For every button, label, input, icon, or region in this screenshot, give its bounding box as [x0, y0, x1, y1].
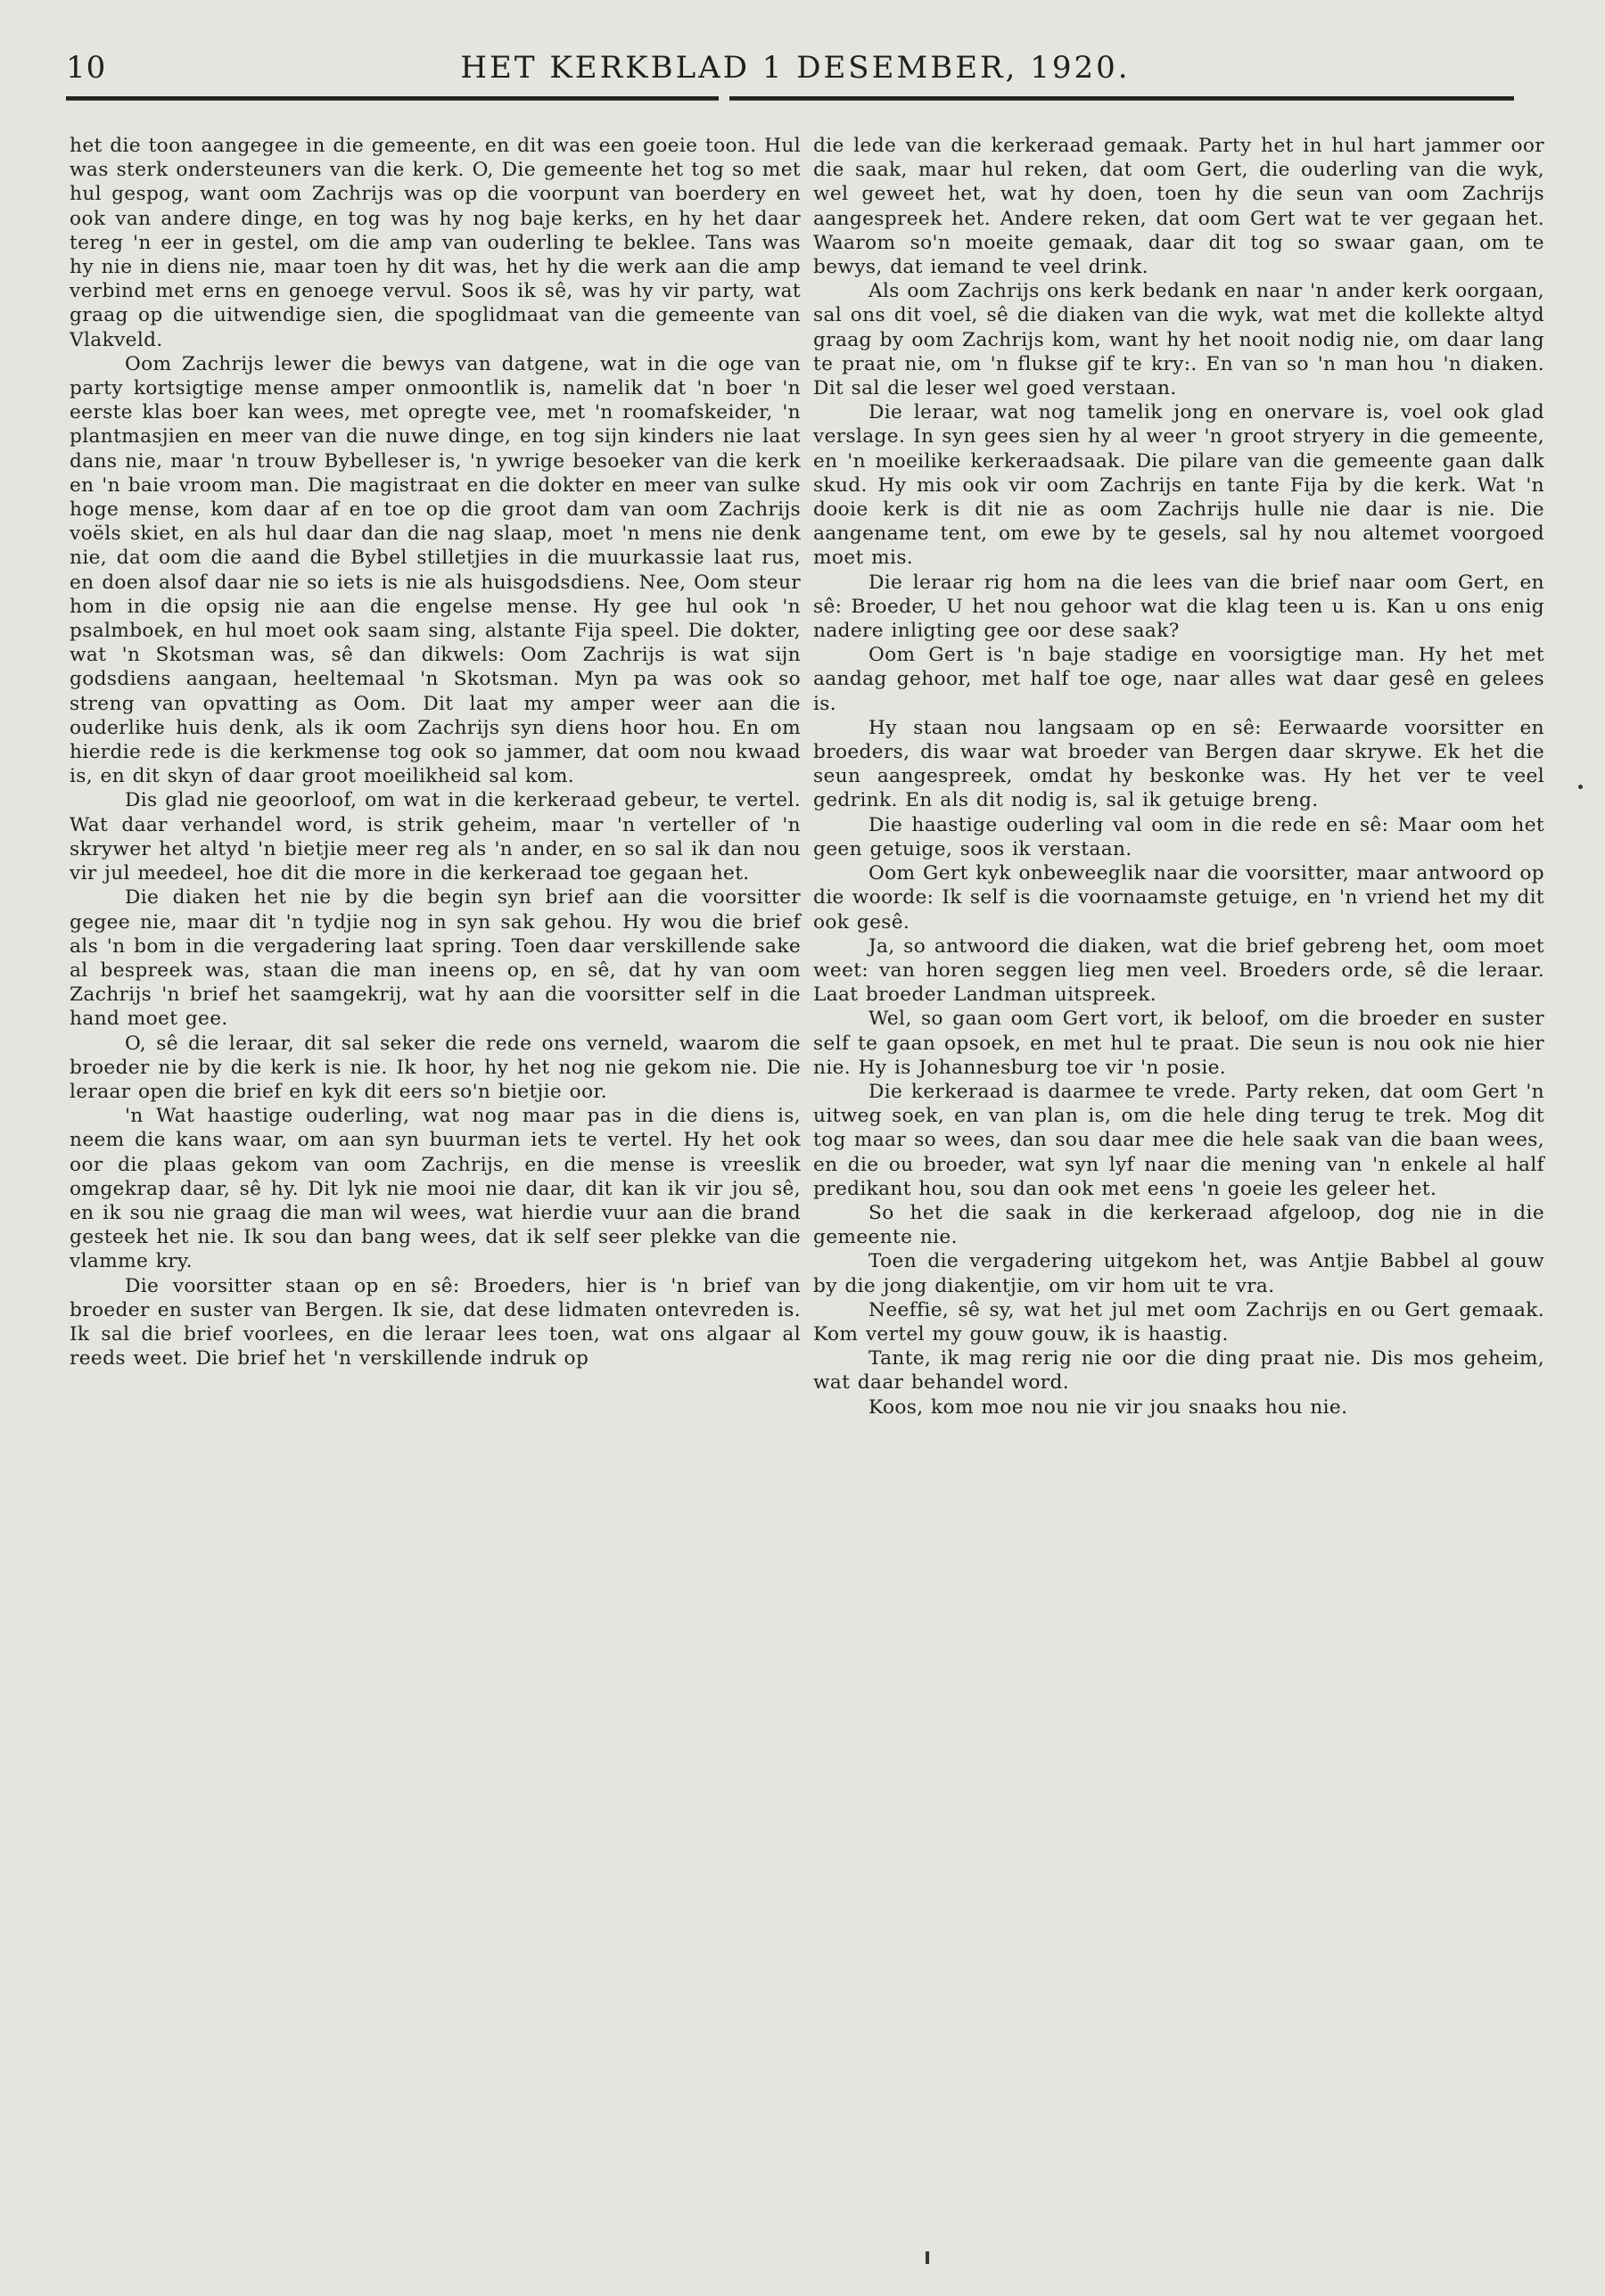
paragraph: die lede van die kerkeraad gemaak. Party het in hul hart jammer oor die saak, maar hul reken, dat oom Gert, die ouderling van die wyk, wel geweet het, wat hy doen, toen hy die seun van oom Zachrijs aangespreek het. Andere reken, dat oom Gert wat te ver gegaan het. Waarom so'n moeite gemaak, daar dit tog so swaar gaan, om te bewys, dat iemand te veel drink.: [813, 135, 1544, 279]
paragraph: Hy staan nou langsaam op en sê: Eerwaarde voorsitter en broeders, dis waar wat broeder van Bergen daar skrywe. Ek het die seun aangespreek, omdat hy beskonke was. Hy het ver te veel gedrink. En als dit nodig is, sal ik getuige breng.: [813, 716, 1544, 812]
header-rule-right: [729, 96, 1514, 101]
paragraph: Oom Gert is 'n baje stadige en voorsigtige man. Hy het met aandag gehoor, met half toe oge, naar alles wat daar gesê en gelees is.: [813, 644, 1544, 715]
paragraph: Dis glad nie geoorloof, om wat in die kerkeraad gebeur, te vertel. Wat daar verhandel word, is strik geheim, maar 'n verteller of 'n skrywer het altyd 'n bietjie meer reg als 'n ander, en so sal ik dan nou vir jul meedeel, hoe dit die more in die kerkeraad toe gegaan het.: [70, 789, 801, 885]
margin-mark: [1578, 785, 1583, 789]
paragraph: Ja, so antwoord die diaken, wat die brief gebreng het, oom moet weet: van horen seggen lieg men veel. Broeders orde, sê die leraar. Laat broeder Landman uitspreek.: [813, 934, 1544, 1007]
paragraph: Die voorsitter staan op en sê: Broeders, hier is 'n brief van broeder en suster van Bergen. Ik sie, dat dese lidmaten ontevreden is. Ik sal die brief voorlees, en die leraar lees toen, wat ons algaar al reeds weet. Die brief het 'n verskillende indruk op: [70, 1274, 801, 1370]
paragraph: Die leraar, wat nog tamelik jong en onervare is, voel ook glad verslage. In syn gees sien hy al weer 'n groot stryery in die gemeente, en 'n moeilike kerkeraadsaak. Die pilare van die gemeente gaan dalk skud. Hy mis ook vir oom Zachrijs en tante Fija by die kerk. Wat 'n dooie kerk is dit nie as oom Zachrijs hulle nie daar is nie. Die aangename tent, om ewe by te gesels, sal hy nou altemet voorgoed moet mis.: [813, 401, 1544, 570]
paragraph: Die leraar rig hom na die lees van die brief naar oom Gert, en sê: Broeder, U het nou gehoor wat die klag teen u is. Kan u ons enig nadere inligting gee oor dese saak?: [813, 571, 1544, 643]
paragraph: Als oom Zachrijs ons kerk bedank en naar 'n ander kerk oorgaan, sal ons dit voel, sê die diaken van die wyk, wat met die kollekte altyd graag by oom Zachrijs kom, want hy het nooit nodig nie, om daar lang te praat nie, om 'n flukse gif te kry:. En van so 'n man hou 'n diaken. Dit sal die leser wel goed verstaan.: [813, 280, 1544, 400]
paragraph: Koos, kom moe nou nie vir jou snaaks hou nie.: [868, 1395, 1348, 1419]
paragraph: Die diaken het nie by die begin syn brief aan die voorsitter gegee nie, maar dit 'n tydjie nog in syn sak gehou. Hy wou die brief als 'n bom in die vergadering laat spring. Toen daar verskillende sake al bespreek was, staan die man ineens op, en sê, dat hy van oom Zachrijs 'n brief het saamgekrij, wat hy aan die voorsitter self in die hand moet gee.: [70, 886, 801, 1031]
paragraph: 'n Wat haastige ouderling, wat nog maar pas in die diens is, neem die kans waar, om aan syn buurman iets te vertel. Hy het ook oor die plaas gekom van oom Zachrijs, en die mense is vreeslik omgekrap daar, sê hy. Dit lyk nie mooi nie daar, dit kan ik vir jou sê, en ik sou nie graag die man wil wees, wat hierdie vuur aan die brand gesteek het nie. Ik sou dan bang wees, dat ik self seer plekke van die vlamme kry.: [70, 1105, 801, 1273]
paragraph: Oom Gert kyk onbeweeglik naar die voorsitter, maar antwoord op die woorde: Ik self is die voornaamste getuige, en 'n vriend het my dit ook gesê.: [813, 862, 1544, 934]
header-rule-left: [66, 96, 719, 101]
paragraph: Oom Zachrijs lewer die bewys van datgene, wat in die oge van party kortsigtige mense amper onmoontlik is, namelik dat 'n boer 'n eerste klas boer kan wees, met opregte vee, met 'n roomafskeider, 'n plantmasjien en meer van die nuwe dinge, en tog sijn kinders nie laat dans nie, maar 'n trouw Bybelleser is, 'n ywrige besoeker van die kerk en 'n baie vroom man. Die magistraat en die dokter en meer van sulke hoge mense, kom daar af en toe op die groot dam van oom Zachrijs voëls skiet, en als hul daar dan die nag slaap, moet 'n mens nie denk nie, dat oom die aand die Bybel stilletjies in die muurkassie laat rus, en doen alsof daar nie so iets is nie als huisgodsdiens. Nee, Oom steur hom in die opsig nie aan die engelse mense. Hy gee hul ook 'n psalmboek, en hul moet ook saam sing, alstante Fija speel. Die dokter, wat 'n Skotsman was, sê dan dikwels: Oom Zachrijs is wat sijn godsdiens aangaan, heeltemaal 'n Skotsman. Myn pa was ook so streng van opvatting as Oom. Dit laat my amper weer aan die ouderlike huis denk, als ik oom Zachrijs syn diens hoor hou. En om hierdie rede is die kerkmense tog ook so jammer, dat oom nou kwaad is, en dit skyn of daar groot moeilikheid sal kom.: [70, 352, 801, 788]
footer-mark: [926, 2251, 929, 2264]
paragraph: Neeffie, sê sy, wat het jul met oom Zachrijs en ou Gert gemaak. Kom vertel my gouw gouw, ik is haastig.: [813, 1298, 1544, 1346]
page-number: 10: [66, 50, 107, 86]
paragraph: So het die saak in die kerkeraad afgeloop, dog nie in die gemeente nie.: [813, 1201, 1544, 1249]
page-header: [66, 50, 1525, 86]
masthead: HET KERKBLAD 1 DESEMBER, 1920.: [460, 50, 1131, 86]
paragraph: Wel, so gaan oom Gert vort, ik beloof, om die broeder en suster self te gaan opsoek, en met hul te praat. Die seun is nou ook nie hier nie. Hy is Johannesburg toe vir 'n posie.: [813, 1008, 1544, 1079]
paragraph: het die toon aangegee in die gemeente, en dit was een goeie toon. Hul was sterk ondersteuners van die kerk. O, Die gemeente het tog so met hul gespog, want oom Zachrijs was op die voorpunt van boerdery en ook van andere dinge, en tog was hy nog baje kerks, en hy het daar tereg 'n eer in gestel, om die amp van ouderling te beklee. Tans was hy nie in diens nie, maar toen hy dit was, het hy die werk aan die amp verbind met erns en genoege vervul. Soos ik sê, was hy vir party, wat graag op die uitwendige sien, die spoglidmaat van die gemeente van Vlakveld.: [70, 135, 801, 351]
paragraph: Die haastige ouderling val oom in die rede en sê: Maar oom het geen getuige, soos ik verstaan.: [813, 813, 1544, 860]
paragraph: Die kerkeraad is daarmee te vrede. Party reken, dat oom Gert 'n uitweg soek, en van plan is, om die hele ding terug te trek. Mog dit tog maar so wees, dan sou daar mee die hele saak van die baan wees, en die ou broeder, wat syn lyf naar die mening van 'n enkele al half predikant hou, sou dan ook met eens 'n goeie les geleer het.: [813, 1080, 1544, 1200]
right-column: [813, 134, 1544, 1420]
left-column: [70, 134, 801, 1370]
paragraph: Tante, ik mag rerig nie oor die ding praat nie. Dis mos geheim, wat daar behandel word.: [813, 1347, 1544, 1395]
paragraph: O, sê die leraar, dit sal seker die rede ons verneld, waarom die broeder nie by die kerk is nie. Ik hoor, hy het nog nie gekom nie. Die leraar open die brief en kyk dit eers so'n bietjie oor.: [70, 1032, 801, 1103]
paragraph: Toen die vergadering uitgekom het, was Antjie Babbel al gouw by die jong diakentjie, om vir hom uit te vra.: [813, 1250, 1544, 1297]
